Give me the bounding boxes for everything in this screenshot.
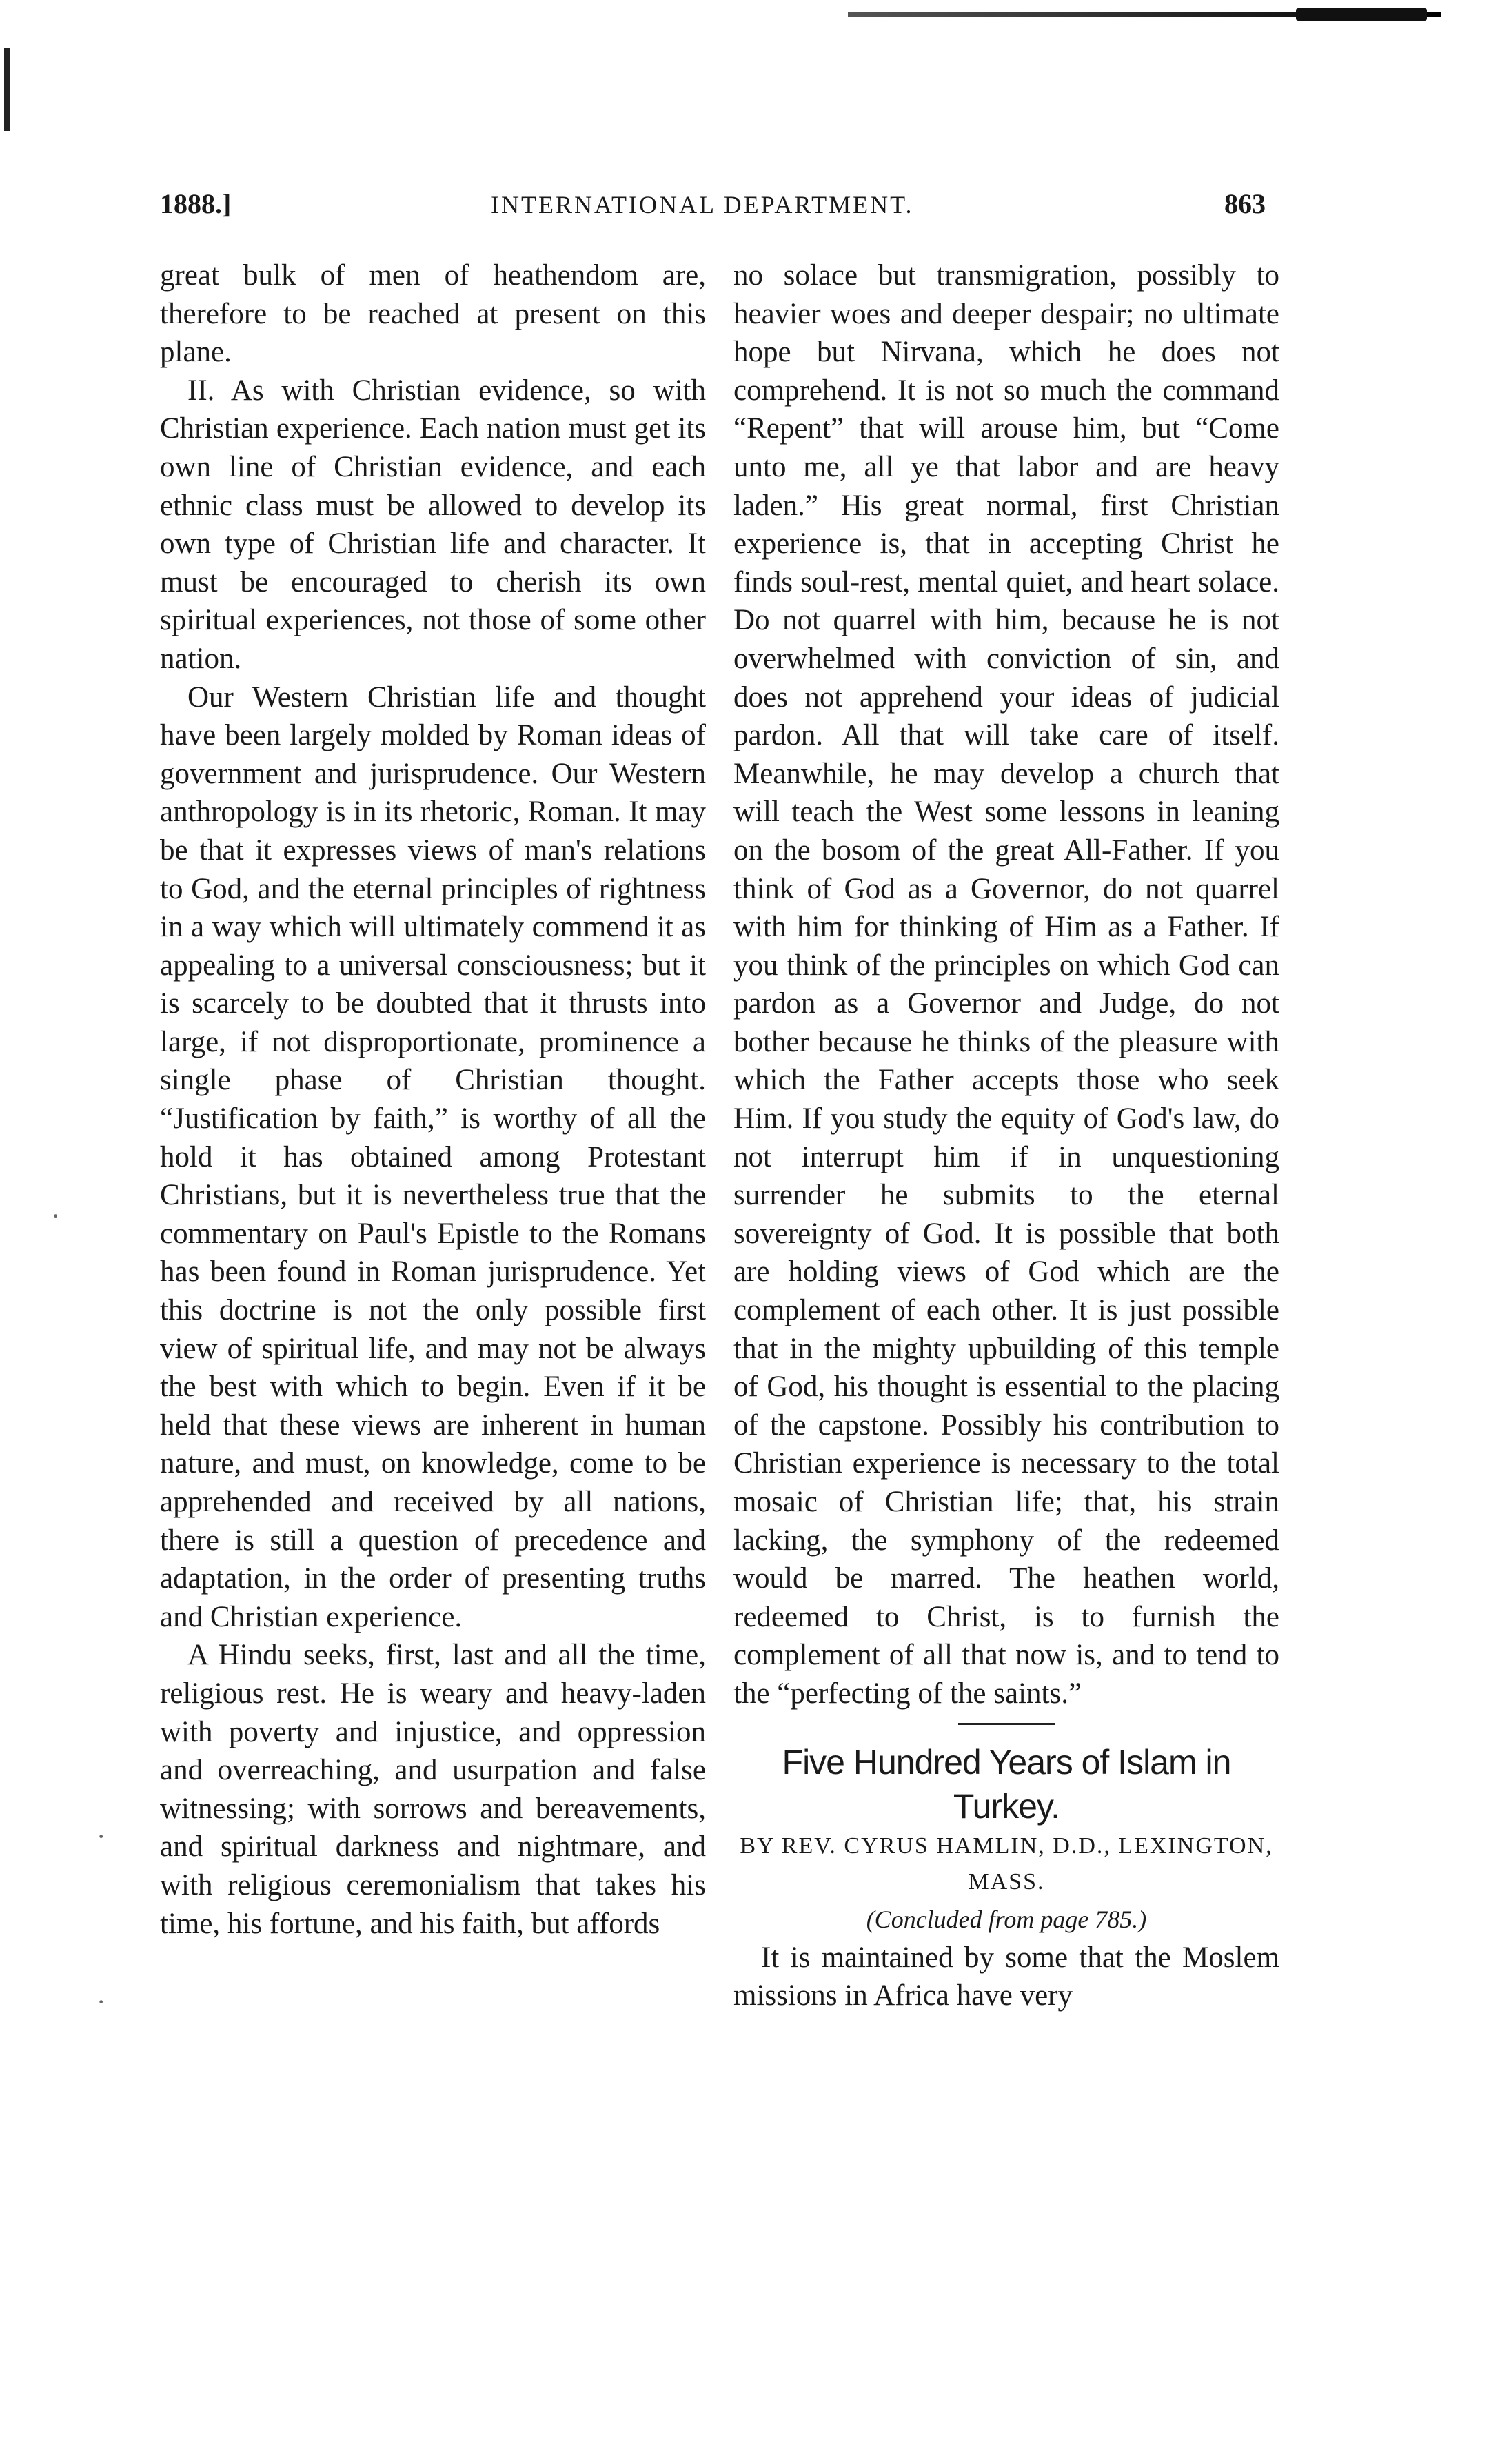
header-year: 1888.] xyxy=(160,188,232,219)
paragraph: Our Western Christian life and thought have been largely molded by Roman ideas of government and jurisprudence. Our Western anthropology is in its rhetoric, Roman. It may be that it expresses views of man's relations to God, and the eternal principles of rightness in a way which will ultimately commend it as appealing to a universal consciousness; but it is scarcely to be doubted that it thrusts into large, if not disproportionate, prominence a single phase of Christian thought. “Justification by faith,” is worthy of all the hold it has obtained among Protestant Christians, but it is nevertheless true that the commentary on Paul's Epistle to the Romans has been found in Roman jurisprudence. Yet this doctrine is not the only possible first view of spiritual life, and may not be always the best with which to begin. Even if it be held that these views are inherent in human nature, and must, on knowledge, come to be apprehended and received by all nations, there is still a question of precedence and adaptation, in the order of presenting truths and Christian experience. xyxy=(160,680,706,1633)
paragraph: A Hindu seeks, first, last and all the time, religious rest. He is weary and heavy-laden with poverty and injustice, and oppression and overreaching, and usurpation and false witnessing; with sorrows and bereavements, and spiritual darkness and nightmare, and with religious ceremonialism that takes his time, his fortune, and his faith, but affords xyxy=(160,1639,706,1940)
paragraph: II. As with Christian evidence, so with Christian experience. Each nation must get its own line of Christian evidence, and each ethnic class must be allowed to develop its own type of Christian life and character. It must be encouraged to cherish its own spiritual experiences, not those of some other nation. xyxy=(160,374,706,675)
header-title: INTERNATIONAL DEPARTMENT. xyxy=(491,191,914,219)
running-header xyxy=(160,188,1266,229)
paragraph: no solace but transmigration, possibly to heavier woes and deeper despair; no ultimate hope but Nirvana, which he does not comprehend. It is not so much the command “Repent” that will arouse him, but “Come unto me, all ye that labor and are heavy laden.” His great normal, first Christian experience is, that in accepting Christ he finds soul-rest, mental quiet, and heart solace. Do not quarrel with him, because he is not overwhelmed with conviction of sin, and does not apprehend your ideas of judicial pardon. All that will take care of itself. Meanwhile, he may develop a church that will teach the West some lessons in leaning on the bosom of the great All-Father. If you think of God as a Governor, do not quarrel with him for thinking of Him as a Father. If you think of the principles on which God can pardon as a Governor and Judge, do not bother because he thinks of the pleasure with which the Father accepts those who seek Him. If you study the equity of God's law, do not interrupt him if in unquestioning surrender he submits to the eternal sovereignty of God. It is possible that both are holding views of God which are the complement of each other. It is just possible that in the mighty upbuilding of this temple of God, his thought is essential to the placing of the capstone. Possibly his contribution to Christian experience is necessary to the total mosaic of Christian life; that, his strain lacking, the symphony of the redeemed would be marred. The heathen world, redeemed to Christ, is to furnish the complement of all that now is, and to tend to the “perfecting of the saints.” xyxy=(733,259,1279,1710)
margin-speck: · xyxy=(51,1200,61,1231)
left-column xyxy=(160,256,706,1943)
continuation-note: (Concluded from page 785.) xyxy=(866,1905,1147,1933)
binding-edge-mark xyxy=(4,48,10,131)
page-number: 863 xyxy=(1224,188,1266,219)
margin-speck: · xyxy=(97,1986,106,2017)
paragraph: great bulk of men of heathendom are, therefore to be reached at present on this plane. xyxy=(160,259,706,369)
article-title: Five Hundred Years of Islam in Turkey. xyxy=(782,1742,1231,1826)
margin-speck: · xyxy=(97,1821,106,1852)
section-divider xyxy=(958,1723,1055,1725)
paragraph: It is maintained by some that the Moslem missions in Africa have very xyxy=(733,1941,1279,2012)
right-column xyxy=(733,256,1279,2015)
article-byline: BY REV. CYRUS HAMLIN, D.D., LEXINGTON, MASS. xyxy=(740,1832,1273,1895)
top-scan-rule-tip xyxy=(1296,8,1427,21)
